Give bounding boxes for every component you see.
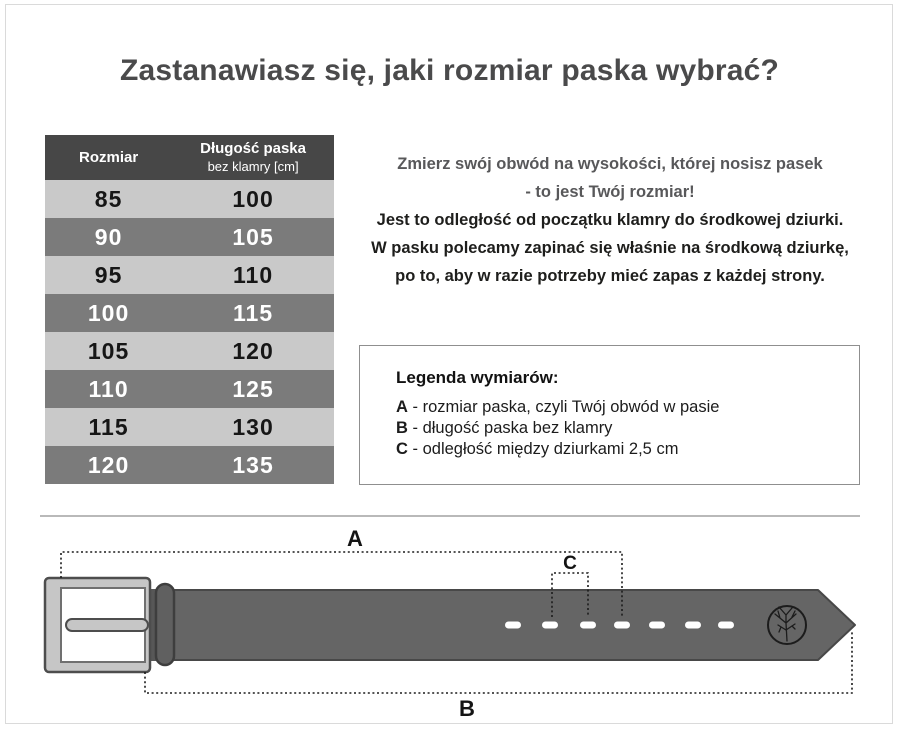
page-title: Zastanawiasz się, jaki rozmiar paska wybrać? bbox=[119, 54, 780, 87]
buckle-prong bbox=[66, 619, 148, 631]
belt-hole bbox=[542, 622, 558, 629]
intro-highlight-line1: Zmierz swój obwód na wysokości, której nosisz pasek bbox=[397, 155, 823, 173]
legend-item-c bbox=[396, 439, 859, 460]
legend-desc-a: - rozmiar paska, czyli Twój obwód w pasie bbox=[412, 398, 720, 416]
length-cell: 125 bbox=[232, 375, 274, 402]
intro-body-line1: Jest to odległość od początku klamry do środkowej dziurki. bbox=[376, 211, 844, 229]
size-cell: 85 bbox=[94, 185, 123, 212]
legend-key-b: B bbox=[396, 419, 408, 437]
table-row bbox=[45, 446, 334, 484]
dimension-b-label: B bbox=[459, 696, 475, 721]
header-length-line1: Długość paska bbox=[200, 140, 306, 157]
table-row bbox=[45, 294, 334, 332]
belt-hole bbox=[649, 622, 665, 629]
header-length-line2: bez klamry [cm] bbox=[207, 158, 299, 174]
section-divider bbox=[40, 515, 860, 517]
legend-title: Legenda wymiarów: bbox=[396, 368, 559, 387]
intro-paragraph bbox=[348, 150, 872, 290]
length-cell: 100 bbox=[232, 185, 274, 212]
belt-hole bbox=[505, 622, 521, 629]
table-row bbox=[45, 256, 334, 294]
table-row bbox=[45, 180, 334, 218]
size-cell: 110 bbox=[88, 375, 129, 402]
size-cell: 95 bbox=[94, 261, 123, 288]
belt-diagram bbox=[0, 520, 899, 730]
length-cell: 115 bbox=[233, 299, 274, 326]
legend-box bbox=[359, 345, 860, 485]
length-cell: 105 bbox=[232, 223, 274, 250]
length-cell: 120 bbox=[232, 337, 274, 364]
dimension-c-label: C bbox=[563, 553, 577, 574]
intro-highlight-line2: - to jest Twój rozmiar! bbox=[525, 183, 695, 201]
legend-item-b bbox=[396, 418, 859, 439]
table-row bbox=[45, 370, 334, 408]
intro-body-line2: W pasku polecamy zapinać się właśnie na środkową dziurkę, bbox=[371, 239, 849, 257]
belt-hole bbox=[685, 622, 701, 629]
legend-desc-c: - odległość między dziurkami 2,5 cm bbox=[412, 440, 679, 458]
belt-hole bbox=[614, 622, 630, 629]
length-cell: 110 bbox=[233, 261, 274, 288]
size-cell: 115 bbox=[88, 413, 129, 440]
legend-desc-b: - długość paska bez klamry bbox=[412, 419, 613, 437]
belt-loop-keeper bbox=[156, 584, 174, 665]
header-size-column: Rozmiar bbox=[78, 149, 139, 166]
size-cell: 100 bbox=[87, 299, 130, 326]
size-table bbox=[45, 135, 334, 484]
intro-body-line3: po to, aby w razie potrzeby mieć zapas z każdej strony. bbox=[395, 267, 825, 285]
legend-key-a: A bbox=[396, 398, 408, 416]
dimension-a-label: A bbox=[347, 526, 363, 551]
size-cell: 120 bbox=[87, 451, 130, 478]
length-cell: 130 bbox=[232, 413, 274, 440]
size-cell: 90 bbox=[94, 223, 123, 250]
size-table-header bbox=[45, 135, 334, 180]
table-row bbox=[45, 332, 334, 370]
length-cell: 135 bbox=[232, 451, 274, 478]
belt-hole bbox=[718, 622, 734, 629]
header-length-column bbox=[172, 140, 334, 175]
table-row bbox=[45, 218, 334, 256]
legend-item-a bbox=[396, 397, 859, 418]
size-cell: 105 bbox=[87, 337, 130, 364]
table-row bbox=[45, 408, 334, 446]
belt-hole bbox=[580, 622, 596, 629]
legend-key-c: C bbox=[396, 440, 408, 458]
